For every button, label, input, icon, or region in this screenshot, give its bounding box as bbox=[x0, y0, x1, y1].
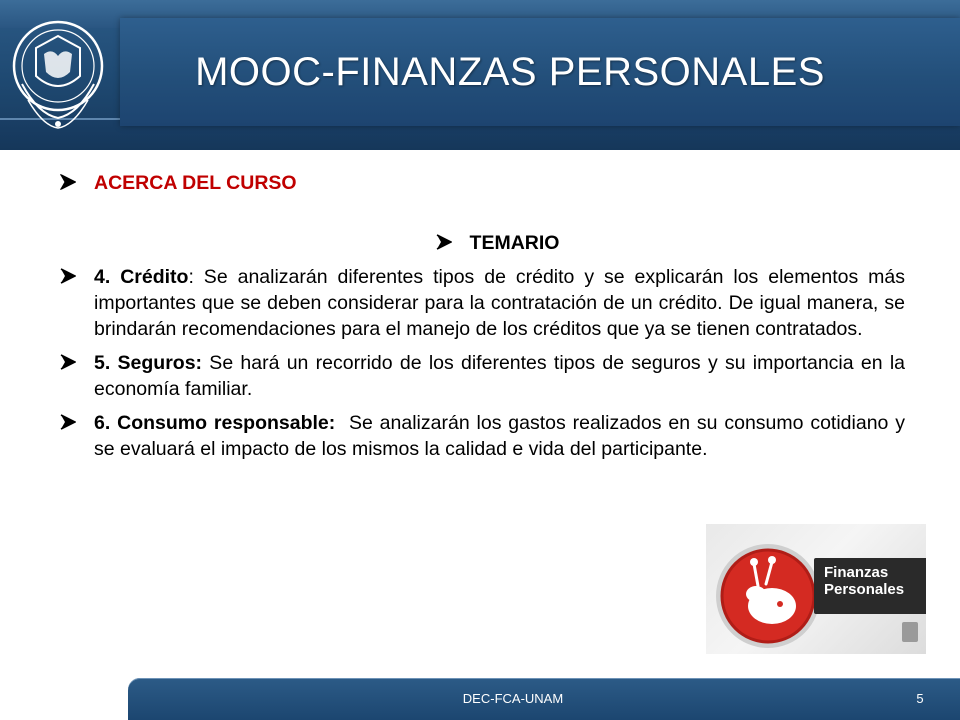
slide-content bbox=[60, 170, 911, 462]
list-item-text bbox=[94, 410, 911, 462]
slide-title: MOOC-FINANZAS PERSONALES bbox=[195, 50, 825, 94]
list-item-label: 5. Seguros: bbox=[94, 352, 203, 374]
arrow-bullet-icon bbox=[60, 410, 94, 430]
list-item-body: Se hará un recorrido de los diferentes tipos de seguros y su importancia en la economía familiar. bbox=[94, 352, 905, 400]
temario-heading: TEMARIO bbox=[469, 232, 560, 254]
list-item bbox=[60, 264, 905, 342]
thumbnail-label-line2: Personales bbox=[824, 581, 905, 598]
arrow-bullet-icon bbox=[436, 230, 470, 250]
list-item-label: 4. Crédito bbox=[94, 266, 189, 288]
thumbnail-label-line1: Finanzas bbox=[824, 564, 889, 581]
list-item bbox=[60, 410, 911, 462]
section-heading: ACERCA DEL CURSO bbox=[94, 172, 297, 194]
temario-row bbox=[60, 230, 905, 256]
list-item-body: : Se analizarán diferentes tipos de crédito y se explicarán los elementos más importantes que se deben considerar para la contratación de un crédito. De igual manera, se brindarán recomendaciones para el manejo de los créditos que ya se tienen contratados. bbox=[94, 266, 905, 340]
arrow-bullet-icon bbox=[60, 264, 94, 284]
slide-footer bbox=[128, 678, 960, 720]
list-item-body: Se analizarán los gastos realizados en su consumo cotidiano y se evaluará el impacto de los mismos la calidad e vida del participante. bbox=[94, 412, 911, 460]
course-thumbnail bbox=[706, 524, 926, 654]
slide-header bbox=[0, 0, 960, 150]
unam-crest-icon bbox=[8, 14, 108, 134]
list-item-text bbox=[94, 264, 905, 342]
arrow-bullet-icon bbox=[60, 170, 94, 190]
unam-small-logo bbox=[902, 622, 918, 642]
list-item-text bbox=[94, 350, 905, 402]
arrow-bullet-icon bbox=[60, 350, 94, 370]
page-number: 5 bbox=[916, 691, 924, 706]
section-heading-row bbox=[60, 170, 905, 196]
list-item-label: 6. Consumo responsable: bbox=[94, 412, 336, 434]
list-item bbox=[60, 350, 905, 402]
thumbnail-label bbox=[814, 558, 926, 614]
footer-text: DEC-FCA-UNAM bbox=[462, 691, 564, 706]
